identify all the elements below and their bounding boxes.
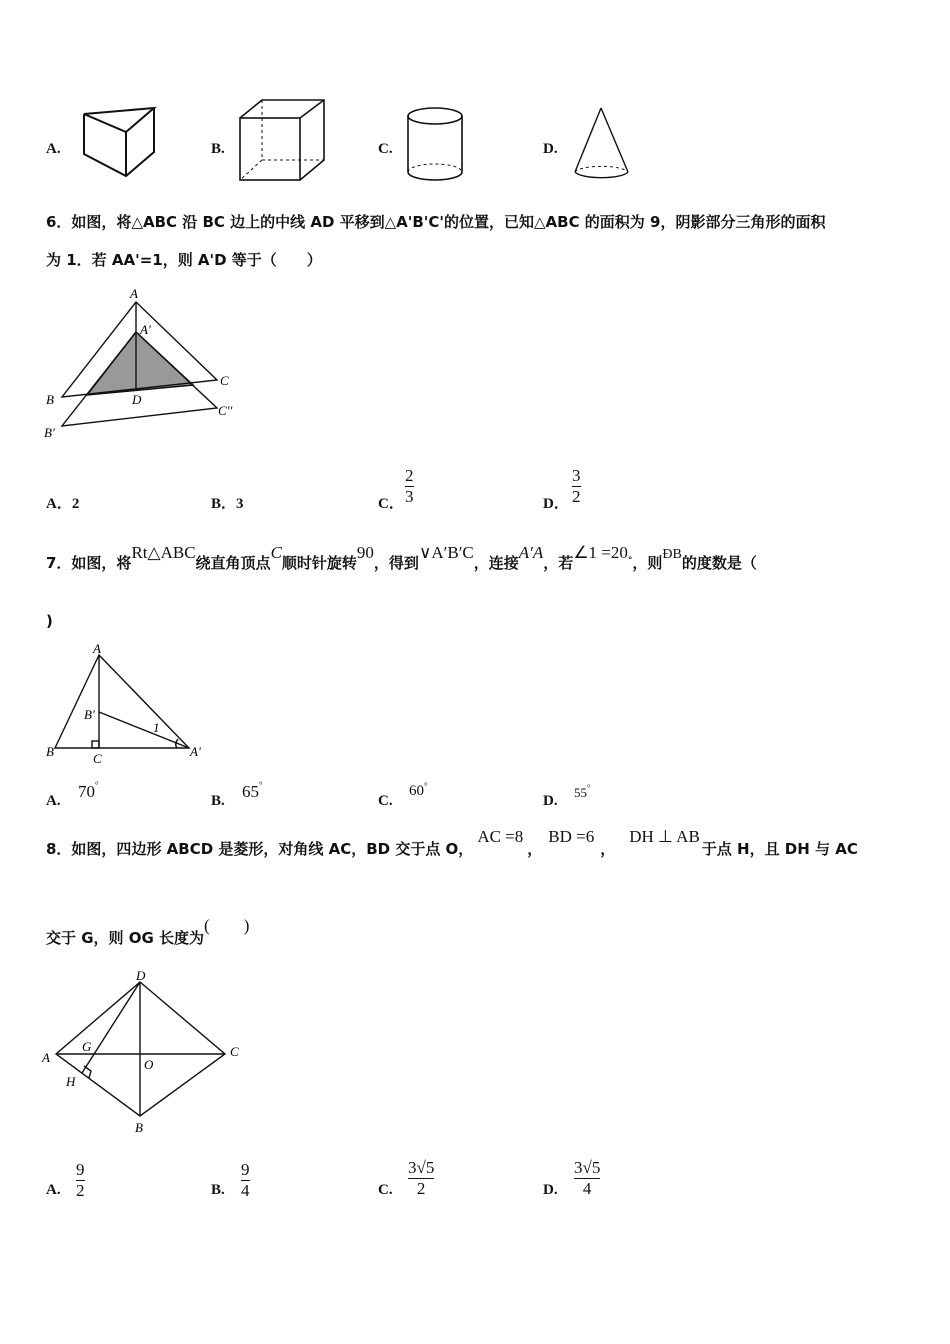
q7-figure (40, 640, 220, 770)
q8-text-part: 8．如图，四边形 ABCD 是菱形，对角线 AC，BD 交于点 O， (46, 840, 474, 858)
q6-text-line1: 6．如图，将△ABC 沿 BC 边上的中线 AD 平移到△A'B'C'的位置，已知△ABC 的面积为 9，阴影部分三角形的面积 (46, 213, 826, 231)
q6-label-d: D (132, 392, 142, 407)
q6-option-d-num: 3 (572, 466, 581, 485)
q8-text-part: 交于 G，则 OG 长度为 (46, 929, 205, 947)
q8-option-d-den: 4 (582, 1179, 592, 1198)
q7-text-part: 绕直角顶点 (195, 554, 271, 572)
q7-option-c-number: 60 (409, 783, 424, 799)
q8-option-a-fraction (76, 1160, 85, 1201)
q6-label-a: A (130, 286, 138, 301)
q8-math-bd: BD =6 (548, 827, 595, 846)
q7-label-c: C (93, 751, 102, 766)
q7-option-a-label: A. (46, 793, 61, 809)
q7-math-angle-b: ÐB (662, 547, 682, 562)
q8-text-line2 (46, 916, 250, 949)
q6-option-b: B．3 (211, 496, 244, 512)
q6-text-line2: 为 1．若 AA'=1，则 A'D 等于（ ） (46, 251, 322, 269)
triangular-prism-figure (82, 104, 162, 182)
q8-math-dh-perp-ab: DH ⊥ AB (629, 827, 700, 846)
q8-label-o: O (144, 1057, 154, 1072)
q7-option-c-label: C. (378, 793, 393, 809)
q7-math-triangle: ∨A′B′C (418, 543, 474, 562)
q8-text-sep: ， (600, 840, 616, 858)
q7-option-a-number: 70 (78, 782, 95, 801)
q7-text-part: 的度数是（ (681, 554, 757, 572)
q5-option-a-label: A. (46, 141, 61, 157)
q7-label-a: A (93, 641, 101, 656)
q8-label-a: A (42, 1050, 50, 1065)
q7-label-b-prime: B' (84, 707, 95, 722)
q8-text-line1 (46, 827, 858, 860)
q8-label-d: D (136, 968, 146, 983)
q7-text-part: ，则 (632, 554, 663, 572)
q8-option-c-fraction (408, 1158, 434, 1199)
q8-option-d-num: 3√5 (574, 1158, 601, 1177)
q7-option-b-label: B. (211, 793, 225, 809)
q6-option-a: A．2 (46, 496, 80, 512)
q7-option-d-label: D. (543, 793, 558, 809)
q8-math-ac: AC =8 (477, 827, 524, 846)
q7-option-d-value: 55° (574, 783, 591, 800)
q8-option-a-label: A. (46, 1182, 61, 1198)
cube-figure (238, 98, 328, 184)
q8-option-a-num: 9 (76, 1160, 85, 1179)
q6-option-d-label: D． (543, 496, 569, 512)
q8-option-b-label: B. (211, 1182, 225, 1198)
q8-option-b-den: 4 (241, 1181, 250, 1200)
q6-label-c: C (220, 373, 229, 388)
q8-option-c-num: 3√5 (408, 1158, 435, 1177)
cylinder-figure (406, 106, 468, 184)
q7-option-b-number: 65 (242, 782, 259, 801)
q7-text-part: ，连接 (473, 554, 519, 572)
q8-label-h: H (66, 1074, 76, 1089)
q5-option-b-label: B. (211, 141, 225, 157)
q6-label-b-prime: B' (44, 425, 55, 440)
q8-text-sep: ， (527, 840, 543, 858)
q7-math-angle1: ∠1 =20 (573, 543, 628, 562)
q8-option-b-num: 9 (241, 1160, 250, 1179)
q6-option-d-fraction (572, 466, 581, 507)
q7-label-angle-1: 1 (153, 720, 160, 735)
q7-option-a-value: 70° (78, 780, 99, 801)
q8-option-d-label: D. (543, 1182, 558, 1198)
q8-figure (40, 970, 250, 1140)
q6-option-c-label: C． (378, 496, 404, 512)
q8-option-d-fraction (574, 1158, 600, 1199)
q7-text-part: 顺时针旋转 (281, 554, 357, 572)
q7-option-b-value: 65° (242, 780, 263, 801)
q7-option-d-number: 55 (574, 785, 587, 800)
q7-text-part: ，得到 (373, 554, 419, 572)
q8-option-c-label: C. (378, 1182, 393, 1198)
cone-figure (572, 106, 634, 184)
q6-label-a-prime: A' (140, 322, 151, 337)
q6-option-c-fraction (405, 466, 414, 507)
q7-text-part: 7．如图，将 (46, 554, 132, 572)
q7-option-c-value: 60° (409, 781, 428, 799)
q6-label-c-prime: C'' (218, 403, 233, 418)
q6-label-b: B (46, 392, 54, 407)
q6-option-d-den: 2 (572, 487, 581, 506)
q8-option-b-fraction (241, 1160, 250, 1201)
q8-label-b: B (135, 1120, 143, 1135)
q6-figure (40, 284, 250, 444)
q8-text-part: 于点 H，且 DH 与 AC (701, 840, 858, 858)
q8-label-c: C (230, 1044, 239, 1059)
q5-option-d-label: D. (543, 141, 558, 157)
q8-math-blank: ( ) (204, 916, 250, 935)
q7-math-c: C (270, 543, 282, 562)
q7-label-b: B (46, 744, 54, 759)
q7-math-90: 90 (356, 543, 374, 562)
q7-text-line2: ) (46, 612, 53, 630)
q8-option-c-den: 2 (416, 1179, 426, 1198)
q8-label-g: G (82, 1039, 92, 1054)
q7-text-part: ，若 (543, 554, 574, 572)
q7-math-rt-abc: Rt△ABC (131, 543, 196, 562)
q7-text-line1: 7．如图，将Rt△ABC绕直角顶点C顺时针旋转90，得到∨A′B′C，连接A′A，若∠1 =20°，则ÐB的度数是（ (46, 543, 757, 572)
q6-option-c-den: 3 (405, 487, 414, 506)
q8-option-a-den: 2 (76, 1181, 85, 1200)
q7-math-aa: A′A (518, 543, 544, 562)
q7-label-a-prime: A' (190, 744, 201, 759)
q6-option-c-num: 2 (405, 466, 414, 485)
q5-option-c-label: C. (378, 141, 393, 157)
